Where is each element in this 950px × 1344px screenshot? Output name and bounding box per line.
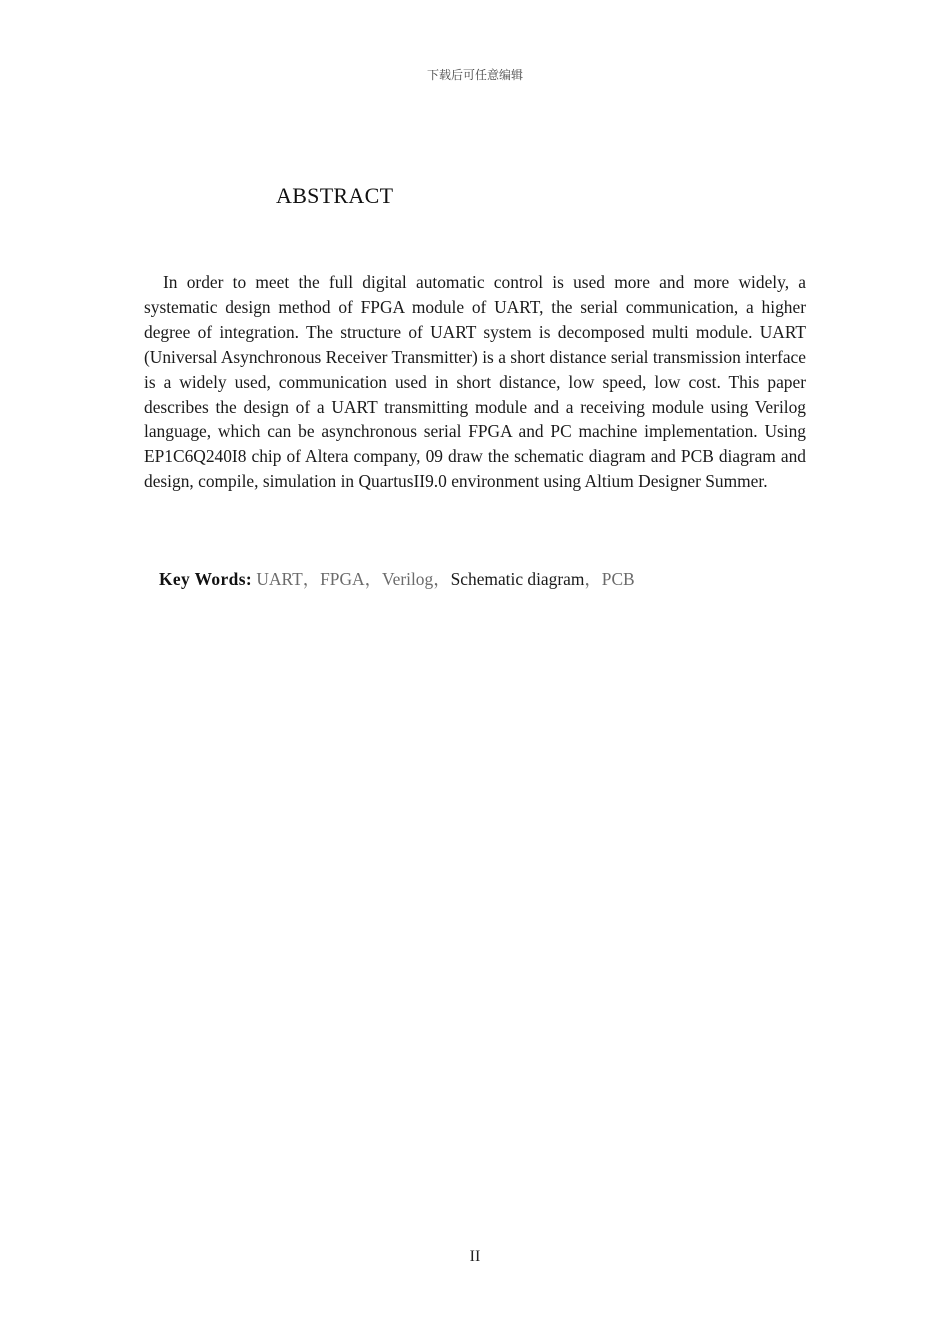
keyword-item: Verilog (382, 569, 434, 589)
header-note: 下载后可任意编辑 (426, 68, 523, 82)
abstract-body: In order to meet the full digital automatic control is used more and more widely, a systematic design method of FPGA module of UART, the serial communication, a higher degree of integration. The structure of UART system is decomposed multi module. UART (Universal Asynchronous Receiver Transmitter) is a short distance serial transmission interface is a widely used, communication used in short distance, low speed, low cost. This paper describes the design of a UART transmitting module and a receiving module using Verilog language, which can be asynchronous serial FPGA and PC machine implementation. Using EP1C6Q240I8 chip of Altera company, 09 draw the schematic diagram and PCB diagram and design, compile, simulation in QuartusII9.0 environment using Altium Designer Summer. (144, 272, 806, 492)
keywords-line (159, 565, 635, 590)
keyword-item: FPGA (320, 569, 365, 589)
keyword-separator: ， (433, 569, 451, 589)
keyword-separator: ， (302, 569, 321, 589)
keyword-item: UART (256, 569, 303, 589)
keywords-label: Key Words: (159, 569, 253, 589)
keyword-item: PCB (601, 569, 635, 589)
keyword-item: Schematic diagram (450, 569, 585, 589)
keyword-separator: ， (584, 569, 602, 589)
keyword-separator: ， (364, 569, 382, 589)
abstract-title: ABSTRACT (276, 183, 394, 208)
page-number: II (469, 1248, 481, 1265)
